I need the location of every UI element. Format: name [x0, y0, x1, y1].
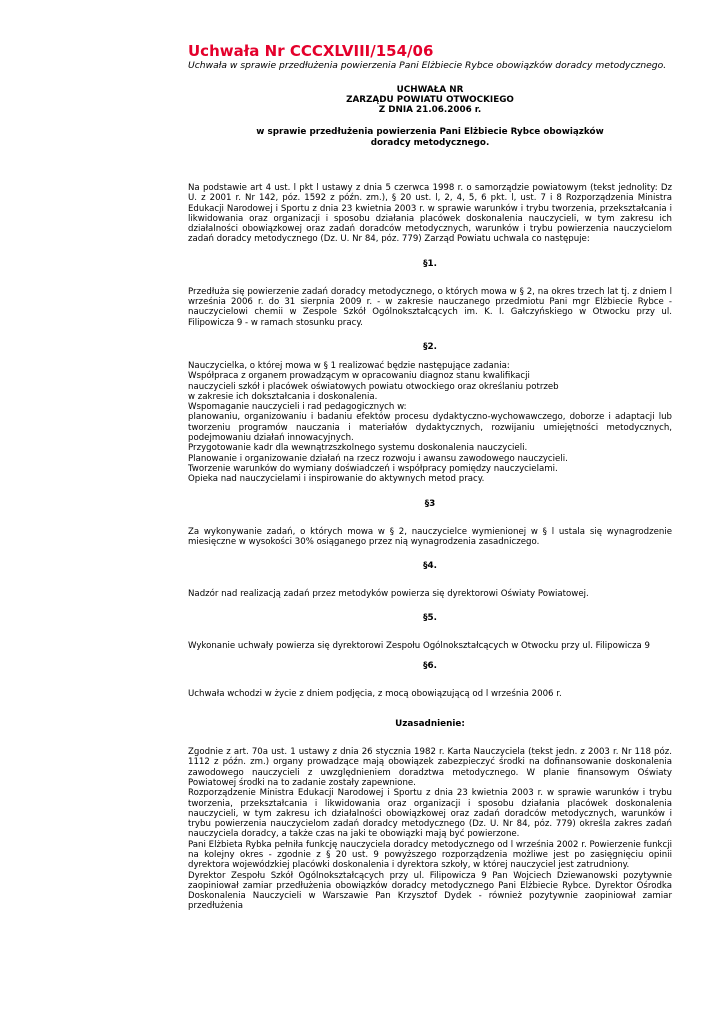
section-1-heading: §1. — [423, 258, 437, 269]
section-3-text: Za wykonywanie zadań, o których mowa w § 2, nauczycielce wymienionej w § l ustala się wynagrodzenie miesięczne w wysokości 30% osiąganego przez nią wynagrodzenia zasadniczego. — [188, 526, 672, 547]
section-2-list — [188, 361, 672, 412]
section-6-text: Uchwała wchodzi w życie z dniem podjęcia, z mocą obowiązującą od l września 2006 r. — [188, 688, 562, 699]
section-3-heading: §3 — [424, 498, 436, 509]
subject-line2: doradcy metodycznego. — [370, 137, 490, 148]
document-title: Uchwała Nr CCCXLVIII/154/06 — [188, 42, 434, 60]
section-2-line: Tworzenie warunków do wymiany doświadczeń i współpracy pomiędzy nauczycielami. — [188, 463, 558, 474]
justification-paragraph-2: Rozporządzenie Ministra Edukacji Narodowej i Sportu z dnia 23 kwietnia 2003 r. w sprawie warunków i trybu tworzenia, przekształcania i likwidowania oraz organizacji i sposobu działania placówek doskonalenia nauczycieli, w tym zakresu ich działalności obowiązkowej oraz zadań doradców metodycznych, warunków i trybu powierzenia nauczycielom zadań doradcy metodycznego (Dz. U. Nr 84, póz. 779) określa zakres zadań nauczyciela doradcy, a także czas na jaki te obowiązki mają być powierzone. — [188, 788, 672, 840]
section-2-heading: §2. — [423, 341, 437, 352]
section-2-line: Nauczycielka, o której mowa w § 1 realizować będzie następujące zadania: — [188, 360, 510, 371]
justification-paragraph-3: Pani Elżbieta Rybka pełniła funkcję nauczyciela doradcy metodycznego od l września 2002 r. Powierzenie funkcji na kolejny okres - zgodnie z § 20 ust. 9 powyższego rozporządzenia możliwe jest po zasięgnięciu opinii dyrektora wojewódzkiej placówki doskonalenia i dyrektora szkoły, w której nauczyciel jest zatrudniony. — [188, 839, 672, 871]
section-6-heading: §6. — [423, 660, 437, 671]
section-2-line: Planowanie i organizowanie działań na rzecz rozwoju i awansu zawodowego nauczycieli. — [188, 453, 568, 464]
section-2-list-2 — [188, 443, 672, 484]
preamble: Na podstawie art 4 ust. l pkt l ustawy z dnia 5 czerwca 1998 r. o samorządzie powiatowym (tekst jednolity: Dz U. z 2001 r. Nr 142, póz. 1592 z późn. zm.), § 20 ust. l, 2, 4, 5, 6 pkt. l, ust. 7 i 8 Rozporządzenia Ministra Edukacji Narodowej i Sportu z dnia 23 kwietnia 2003 r. w sprawie warunków i trybu tworzenia, przekształcania i likwidowania oraz organizacji i sposobu działania placówek doskonalenia nauczycieli, w tym zakresu ich działalności obowiązkowej oraz zadań doradców metodycznych, warunków i trybu powierzenia nauczycielom zadań doradcy metodycznego (Dz. U. Nr 84, póz. 779) Zarząd Powiatu uchwala co następuje: — [188, 183, 672, 245]
document-subtitle: Uchwała w sprawie przedłużenia powierzenia Pani Elżbiecie Rybce obowiązków doradcy metodycznego. — [188, 60, 667, 71]
justification-paragraph-4: Dyrektor Zespołu Szkół Ogólnokształcących przy ul. Filipowicza 9 Pan Wojciech Dziewanowski pozytywnie zaopiniował zamiar przedłużenia obowiązków doradcy metodycznego Pani Elżbiecie Rybce. Dyrektor Ośrodka Doskonalenia Nauczycieli w Warszawie Pan Krzysztof Dydek - również pozytywnie zaopiniował zamiar przedłużenia — [188, 870, 672, 912]
section-1-text: Przedłuża się powierzenie zadań doradcy metodycznego, o których mowa w § 2, na okres trzech lat tj. z dniem l września 2006 r. do 31 sierpnia 2009 r. - w zakresie nauczanego przedmiotu Pani mgr Elżbiecie Rybce - nauczycielowi chemii w Zespole Szkół Ogólnokształcących im. K. I. Gałczyńskiego w Otwocku przy ul. Filipowicza 9 - w ramach stosunku pracy. — [188, 286, 672, 328]
section-5-text: Wykonanie uchwały powierza się dyrektorowi Zespołu Ogólnokształcących w Otwocku przy ul. Filipowicza 9 — [188, 641, 650, 652]
section-4-heading: §4. — [423, 561, 437, 572]
section-4-text: Nadzór nad realizacją zadań przez metodyków powierza się dyrektorowi Oświaty Powiatowej. — [188, 589, 589, 600]
section-2-line: Wspomaganie nauczycieli i rad pedagogicznych w: — [188, 402, 407, 413]
section-2-line: Opieka nad nauczycielami i inspirowanie do aktywnych metod pracy. — [188, 474, 485, 485]
resolution-header-line1: UCHWAŁA NR — [396, 85, 464, 95]
resolution-header-line2: ZARZĄDU POWIATU OTWOCKIEGO — [346, 95, 514, 105]
document-page — [188, 42, 672, 912]
section-2-paragraph: planowaniu, organizowaniu i badaniu efektów procesu dydaktyczno-wychowawczego, doborze i adaptacji lub tworzeniu programów nauczania i materiałów dydaktycznych, rozwijaniu umiejętności metodycznych, podejmowaniu działań innowacyjnych. — [188, 412, 672, 444]
justification-paragraph-1: Zgodnie z art. 70a ust. 1 ustawy z dnia 26 stycznia 1982 r. Karta Nauczyciela (tekst jedn. z 2003 r. Nr 118 póz. 1112 z późn. zm.) organy prowadzące mają obowiązek zabezpieczyć środki na dofinansowanie doskonalenia zawodowego nauczycieli z uwzględnieniem doradztwa metodycznego. W planie finansowym Oświaty Powiatowej środki na to zadanie zostały zapewnione. — [188, 747, 672, 788]
section-5-heading: §5. — [423, 613, 437, 624]
section-2-line: nauczycieli szkół i placówek oświatowych powiatu otwockiego oraz określaniu potrzeb — [188, 381, 559, 392]
resolution-subject — [188, 127, 672, 148]
subject-line1: w sprawie przedłużenia powierzenia Pani Elżbiecie Rybce obowiązków — [256, 127, 604, 137]
justification-heading: Uzasadnienie: — [395, 719, 465, 730]
section-2-line: Przygotowanie kadr dla wewnątrzszkolnego systemu doskonalenia nauczycieli. — [188, 443, 528, 454]
section-2-line: w zakresie ich dokształcania i doskonalenia. — [188, 391, 378, 402]
section-2-line: Współpraca z organem prowadzącym w opracowaniu diagnoz stanu kwalifikacji — [188, 371, 530, 382]
resolution-header-line3: Z DNIA 21.06.2006 r. — [378, 105, 482, 115]
